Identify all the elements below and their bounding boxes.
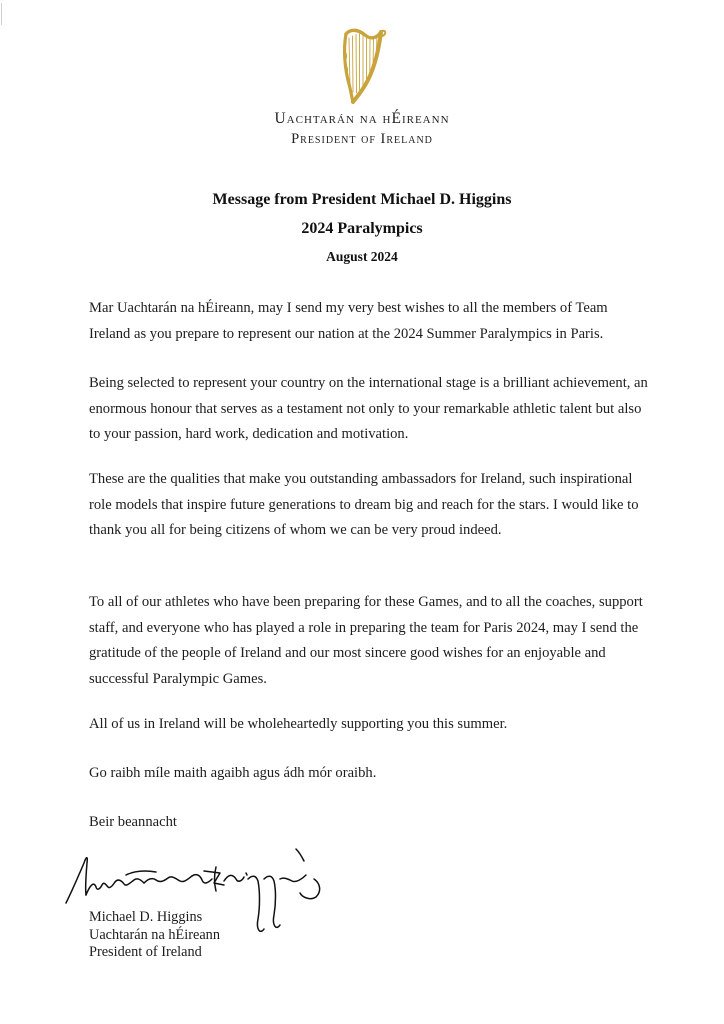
- body-paragraph: Go raibh míle maith agaibh agus ádh mór oraibh.: [89, 765, 377, 781]
- body-paragraph: Mar Uachtarán na hÉireann, may I send my very best wishes to all the members of Team Ireland as you prepare to represent our nation at the 2024 Summer Paralympics in Paris.: [89, 300, 608, 342]
- message-date: August 2024: [326, 249, 398, 264]
- message-title: Message from President Michael D. Higgins: [212, 191, 512, 208]
- signatory-name: Michael D. Higgins: [89, 909, 203, 925]
- signature-block: [89, 909, 220, 962]
- office-name-irish: Uachtarán na hÉireann: [274, 110, 450, 127]
- signatory-title-english: President of Ireland: [89, 944, 202, 960]
- office-name-english: President of Ireland: [291, 131, 433, 147]
- closing-salutation: Beir beannacht: [89, 814, 177, 830]
- body-paragraph: These are the qualities that make you outstanding ambassadors for Ireland, such inspirational role models that inspire future generations to dream big and reach for the stars. I would like to thank you all for being citizens of whom we can be very proud indeed.: [89, 471, 639, 538]
- harp-emblem-icon: [337, 26, 389, 104]
- body-paragraph: To all of our athletes who have been preparing for these Games, and to all the coaches, support staff, and everyone who has played a role in preparing the team for Paris 2024, may I send the gratitude of the people of Ireland and our most sincere good wishes for an enjoyable and successful Paralympic Games.: [89, 594, 643, 687]
- signatory-title-irish: Uachtarán na hÉireann: [89, 926, 220, 943]
- body-paragraph: Being selected to represent your country on the international stage is a brilliant achievement, an enormous honour that serves as a testament not only to your remarkable athletic talent but also to your passion, hard work, dedication and motivation.: [89, 375, 648, 442]
- body-paragraph: All of us in Ireland will be wholeheartedly supporting you this summer.: [89, 716, 508, 732]
- event-title: 2024 Paralympics: [301, 220, 423, 237]
- scan-edge-mark: [1, 3, 2, 25]
